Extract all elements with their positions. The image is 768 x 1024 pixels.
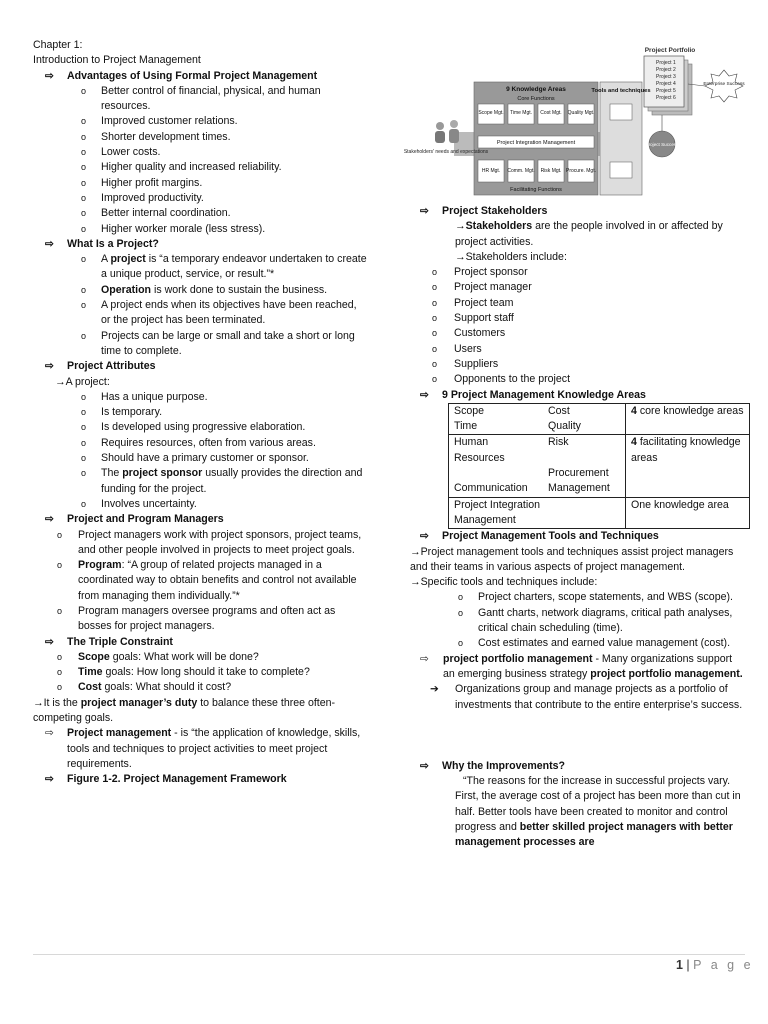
- list-item: o Lower costs.: [81, 146, 161, 159]
- advantages-heading: ⇨ Advantages of Using Formal Project Management: [33, 69, 368, 84]
- arrow-icon: ⇨: [45, 237, 54, 250]
- table-cell: Human Resources Communication: [449, 435, 544, 497]
- pm-definition: ⇨ Project management - is “the application of knowledge, skills, tools and techniques to project activities to meet project requirements.: [45, 727, 361, 770]
- list-item: o Time goals: How long should it take to complete?: [57, 666, 310, 679]
- core-area-box: Cost Mgt.: [540, 110, 562, 116]
- table-cell: 4 core knowledge areas: [626, 403, 750, 435]
- table-cell: 4 facilitating knowledge areas: [626, 435, 750, 497]
- arrow-icon: ⇨: [45, 69, 54, 82]
- portfolio-text: ⇨ project portfolio management - Many organizations support an emerging business strategy project portfolio management.: [420, 652, 743, 680]
- table-cell: Risk Procurement Management: [543, 435, 626, 497]
- list-item: o Shorter development times.: [81, 130, 231, 143]
- list-item: o Higher quality and increased reliability.: [81, 161, 282, 174]
- list-item: o Improved customer relations.: [81, 115, 238, 128]
- arrow-icon: ⇨: [420, 205, 429, 217]
- table-row: [449, 403, 750, 435]
- arrow-icon: ⇨: [45, 635, 54, 648]
- advantages-list: [33, 84, 368, 237]
- portfolio-project: Project 5: [656, 88, 676, 94]
- facilitating-area-box: Risk Mgt.: [540, 168, 562, 174]
- figure-heading: ⇨ Figure 1-2. Project Management Framework: [33, 772, 368, 787]
- arrow-icon: ⇨: [420, 530, 429, 543]
- list-item: o Support staff: [432, 312, 514, 325]
- list-item: o Program managers oversee programs and often act as bosses for project managers.: [57, 604, 336, 633]
- list-item: o Is temporary.: [81, 406, 163, 419]
- tools-specific: →Specific tools and techniques include:: [410, 576, 598, 589]
- duty-text: →It is the project manager’s duty to balance these three often-competing goals.: [33, 696, 336, 725]
- list-item: o Suppliers: [432, 357, 499, 370]
- arrow-icon: ⇨: [420, 388, 429, 401]
- list-item: o Opponents to the project: [432, 373, 571, 386]
- attributes-heading: ⇨ Project Attributes: [33, 359, 368, 374]
- knowledge-areas-title: 9 Knowledge Areas: [506, 86, 566, 93]
- list-item: o Higher worker morale (less stress).: [81, 222, 266, 235]
- portfolio-project: Project 3: [656, 74, 676, 80]
- list-item: o A project is “a temporary endeavor undertaken to create a unique product, service, or result.”*: [81, 253, 367, 281]
- core-area-box: Scope Mgt.: [478, 110, 504, 116]
- list-item: o Project team: [432, 296, 514, 309]
- tools-icon: [610, 162, 632, 178]
- table-row: [449, 497, 750, 529]
- arrow-icon: ⇨: [45, 727, 54, 740]
- portfolio-label: Project Portfolio: [644, 47, 696, 54]
- arrow-icon: ⇨: [45, 360, 54, 373]
- list-item: o Should have a primary customer or sponsor.: [81, 452, 309, 465]
- right-column: [410, 204, 745, 851]
- table-row: [449, 435, 750, 497]
- list-item: o The project sponsor usually provides the direction and funding for the project.: [81, 467, 363, 495]
- knowledge-areas-table: [448, 403, 750, 529]
- stakeholders-definition: →Stakeholders are the people involved in or affected by project activities.: [455, 220, 723, 248]
- arrow-icon: ⇨: [420, 759, 429, 772]
- list-item: o Has a unique purpose.: [81, 390, 208, 403]
- table-cell: Cost Quality: [543, 403, 626, 435]
- portfolio-arrow-text: ➔ Organizations group and manage projects as a portfolio of investments that contribute to the entire enterprise’s success.: [430, 683, 743, 711]
- table-cell: Scope Time: [449, 403, 544, 435]
- list-item: o Involves uncertainty.: [81, 497, 197, 510]
- portfolio-project: Project 6: [656, 95, 676, 101]
- tools-icon: [610, 104, 632, 120]
- list-item: o Program: “A group of related projects managed in a coordinated way to obtain benefits and control not available from managing them individually.”*: [57, 559, 357, 602]
- why-text: “The reasons for the increase in successful projects vary. First, the average cost of a project has been more than cut in half. Better tools have been created to monitor and control progress and better skilled project managers with better management processes are: [455, 775, 741, 849]
- stakeholders-include: →Stakeholders include:: [455, 250, 567, 263]
- arrow-icon: ➔: [430, 683, 439, 696]
- list-item: o Cost estimates and earned value management (cost).: [458, 637, 731, 650]
- table-cell: Project Integration Management: [449, 497, 626, 529]
- footer-divider: [33, 954, 745, 955]
- stakeholders-icon: [435, 120, 459, 143]
- left-column: [33, 38, 368, 788]
- tools-intro: →Project management tools and techniques assist project managers and their teams in various aspects of project management.: [410, 545, 734, 573]
- list-item: o Improved productivity.: [81, 191, 204, 204]
- portfolio-project: Project 4: [656, 81, 676, 87]
- facilitating-area-box: HR Mgt.: [481, 168, 501, 174]
- table-cell: One knowledge area: [626, 497, 750, 529]
- attributes-intro: →A project:: [55, 375, 110, 388]
- enterprise-success-label: Enterprise Success: [703, 82, 745, 87]
- integration-label: Project Integration Management: [496, 140, 576, 146]
- tools-heading: ⇨ Project Management Tools and Techniques: [410, 529, 745, 544]
- list-item: o Users: [432, 342, 482, 355]
- stakeholders-heading: ⇨ Project Stakeholders: [410, 204, 745, 219]
- list-item: o Project manager: [432, 281, 532, 294]
- list-item: o Project managers work with project sponsors, project teams, and other people involved in projects to meet project goals.: [57, 528, 362, 556]
- ka-heading: ⇨ 9 Project Management Knowledge Areas: [410, 388, 745, 403]
- facilitating-area-box: Procure. Mgt.: [565, 168, 597, 174]
- list-item: o Project charters, scope statements, and WBS (scope).: [458, 591, 733, 604]
- facilitating-functions-label: Facilitating Functions: [510, 187, 562, 193]
- list-item: o Gantt charts, network diagrams, critical path analyses, critical chain scheduling (time).: [458, 606, 733, 635]
- list-item: o Scope goals: What work will be done?: [57, 650, 259, 663]
- arrow-icon: ⇨: [45, 513, 54, 526]
- tools-label: Tools and techniques: [591, 88, 651, 94]
- list-item: o Better control of financial, physical, and human resources.: [81, 84, 321, 113]
- arrow-icon: ⇨: [420, 652, 429, 665]
- list-item: o A project ends when its objectives have been reached, or the project has been terminated.: [81, 299, 357, 327]
- triple-heading: ⇨ The Triple Constraint: [33, 635, 368, 650]
- list-item: o Cost goals: What should it cost?: [57, 681, 232, 694]
- arrow-icon: ⇨: [45, 773, 54, 786]
- what-is-heading: ⇨ What Is a Project?: [33, 237, 368, 252]
- project-success-label: Project Success: [645, 142, 679, 147]
- portfolio-project: Project 1: [656, 60, 676, 66]
- portfolio-project: Project 2: [656, 67, 676, 73]
- list-item: o Requires resources, often from various areas.: [81, 436, 316, 449]
- chapter-title: Introduction to Project Management: [33, 54, 201, 67]
- why-heading: ⇨ Why the Improvements?: [410, 759, 745, 774]
- managers-heading: ⇨ Project and Program Managers: [33, 512, 368, 527]
- stakeholders-label: Stakeholders' needs and expectations: [403, 149, 489, 155]
- list-item: o Project sponsor: [432, 266, 528, 279]
- core-functions-label: Core Functions: [517, 96, 555, 102]
- pm-framework-figure: [403, 44, 748, 200]
- list-item: o Is developed using progressive elaboration.: [81, 421, 306, 434]
- page-number: 1 | P a g e: [676, 958, 754, 972]
- core-area-box: Time Mgt.: [509, 110, 533, 116]
- list-item: o Higher profit margins.: [81, 176, 203, 189]
- list-item: o Better internal coordination.: [81, 207, 231, 220]
- list-item: o Operation is work done to sustain the business.: [81, 283, 328, 296]
- core-area-box: Quality Mgt.: [567, 110, 595, 116]
- chapter-label: Chapter 1:: [33, 39, 83, 51]
- list-item: o Customers: [432, 327, 506, 340]
- spacer: [410, 713, 745, 759]
- list-item: o Projects can be large or small and take a short or long time to complete.: [81, 329, 355, 357]
- facilitating-area-box: Comm. Mgt.: [507, 168, 535, 174]
